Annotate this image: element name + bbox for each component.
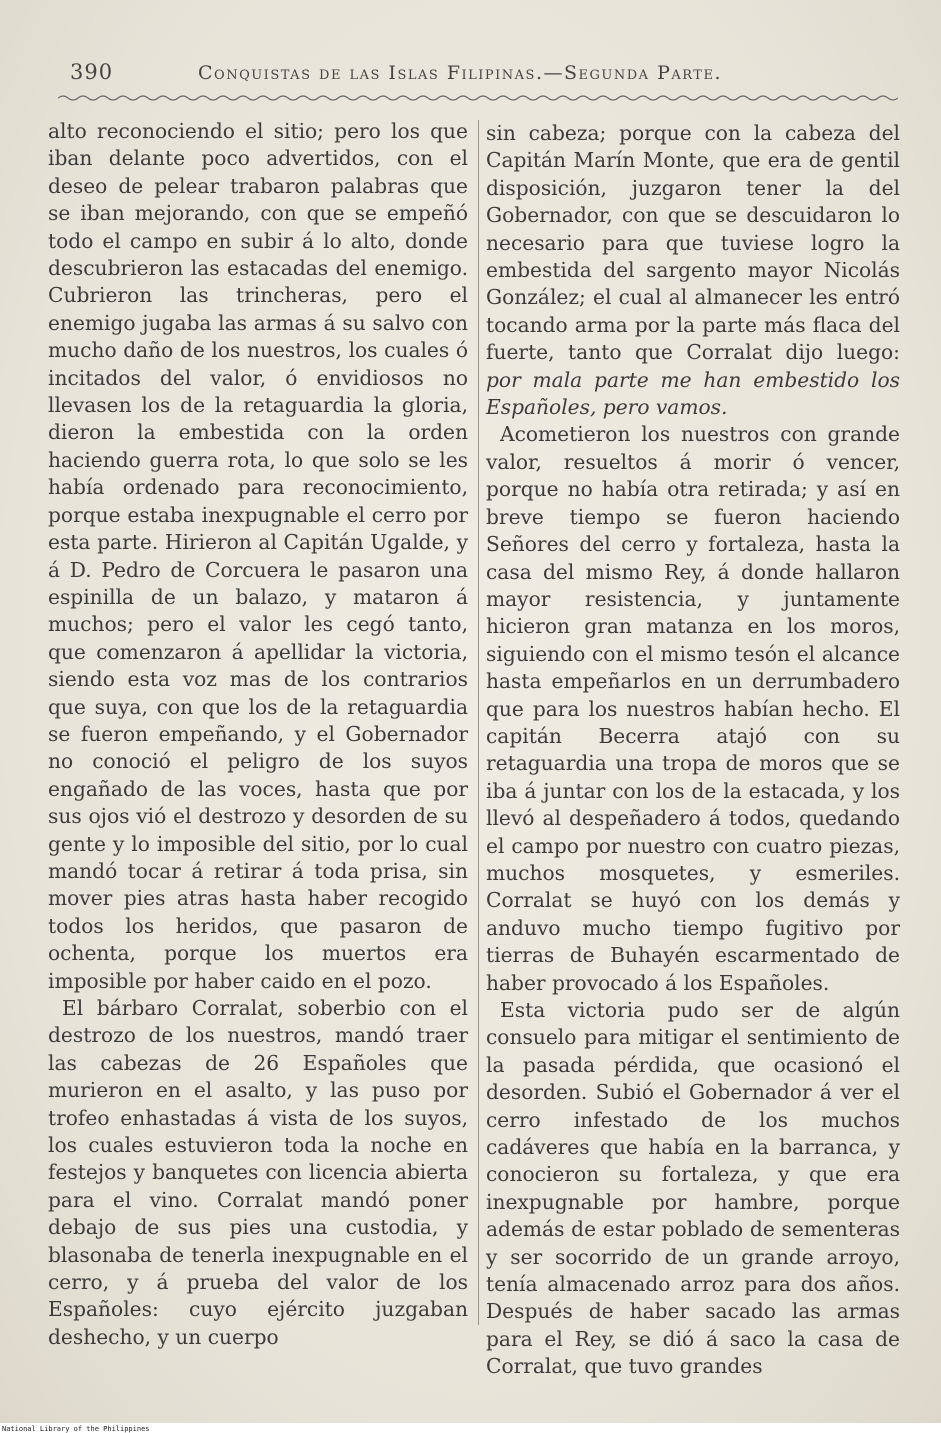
header-ornamental-rule [58, 94, 898, 102]
page-header [70, 60, 860, 90]
paragraph: Esta victoria pudo ser de algún consuelo para mitigar el sentimiento de la pasada pérdida, que ocasionó el desorden. Subió el Gobernador á ver el cerro infestado de los muchos cadáveres que había en la barranca, y conocieron su fortaleza, y que era inexpugnable por hambre, porque además de estar poblado de sementeras y ser socorrido de un grande arroyo, tenía almacenado arroz para dos años. Después de haber sacado las armas para el Rey, se dió á saco la casa de Corralat, que tuvo grandes [486, 998, 900, 1379]
paragraph: Acometieron los nuestros con grande valor, resueltos á morir ó vencer, porque no había otra retirada; y así en breve tiempo se fueron haciendo Señores del cerro y fortaleza, hasta la casa del mismo Rey, á donde hallaron mayor resistencia, y juntamente hicieron gran matanza en los moros, siguiendo con el mismo tesón el alcance hasta empeñarlos en un derrumbadero que para los nuestros habían hecho. El capitán Becerra atajó con su retaguardia una tropa de moros que se iba á juntar con los de la estacada, y los llevó al despeñadero á todos, quedando el campo por nuestro con cuatro piezas, muchos mosquetes, y esmeriles. Corralat se huyó con los demás y anduvo mucho tiempo fugitivo por tierras de Buhayén escarmentado de haber provocado á los Españoles. [486, 422, 900, 995]
right-column [486, 120, 900, 1381]
left-column [48, 118, 468, 1351]
running-title: Conquistas de las Islas Filipinas.—Segunda Parte. [198, 62, 722, 84]
paragraph [486, 120, 900, 421]
library-credit: National Library of the Philippines [2, 1425, 150, 1433]
italic-quote: por mala parte me han embestido los Españoles, pero vamos. [486, 367, 900, 420]
paragraph: alto reconociendo el sitio; pero los que iban delante poco advertidos, con el deseo de pelear trabaron palabras que se iban mejorando, con que se empeñó todo el campo en subir á lo alto, donde descubrieron las estacadas del enemigo. Cubrieron las trincheras, pero el enemigo jugaba las armas á su salvo con mucho daño de los nuestros, los cuales ó incitados del valor, ó envidiosos no llevasen los de la retaguardia la gloria, dieron la embestida con la orden haciendo guerra rota, lo que solo se les había ordenado para reconocimiento, porque estaba inexpugnable el cerro por esta parte. Hirieron al Capitán Ugalde, y á D. Pedro de Corcuera le pasaron una espinilla de un balazo, y mataron á muchos; pero el valor les cegó tanto, que comenzaron á apellidar la victoria, siendo esta voz mas de los contrarios que suya, con que los de la retaguardia se fueron empeñando, y el Gobernador no conoció el peligro de los suyos engañado de las voces, hasta que por sus ojos vió el destrozo y desorden de su gente y lo imposible del sitio, por lo cual mandó tocar á retirar á toda prisa, sin mover pies atras hasta haber recogido todos los heridos, que pasaron de ochenta, porque los muertos era imposible por haber caido en el pozo. [48, 119, 468, 993]
paragraph: El bárbaro Corralat, soberbio con el destrozo de los nuestros, mandó traer las cabezas de 26 Españoles que murieron en el asalto, y las puso por trofeo enhastadas á vista de los suyos, los cuales estuvieron toda la noche en festejos y banquetes con licencia abierta para el vino. Corralat mandó poner debajo de sus pies una custodia, y blasonaba de tenerla inexpugnable en el cerro, y á prueba del valor de los Españoles: cuyo ejército juzgaban deshecho, y un cuerpo [48, 996, 468, 1349]
column-divider [478, 120, 479, 1325]
paragraph-text: sin cabeza; porque con la cabeza del Capitán Marín Monte, que era de gentil disposición, juzgaron tener la del Gobernador, con que se descuidaron lo necesario para que tuviese logro la embestida del sargento mayor Nicolás González; el cual al almanecer les entró tocando arma por la parte más flaca del fuerte, tanto que Corralat dijo luego: [486, 121, 900, 365]
page-number: 390 [70, 60, 114, 84]
